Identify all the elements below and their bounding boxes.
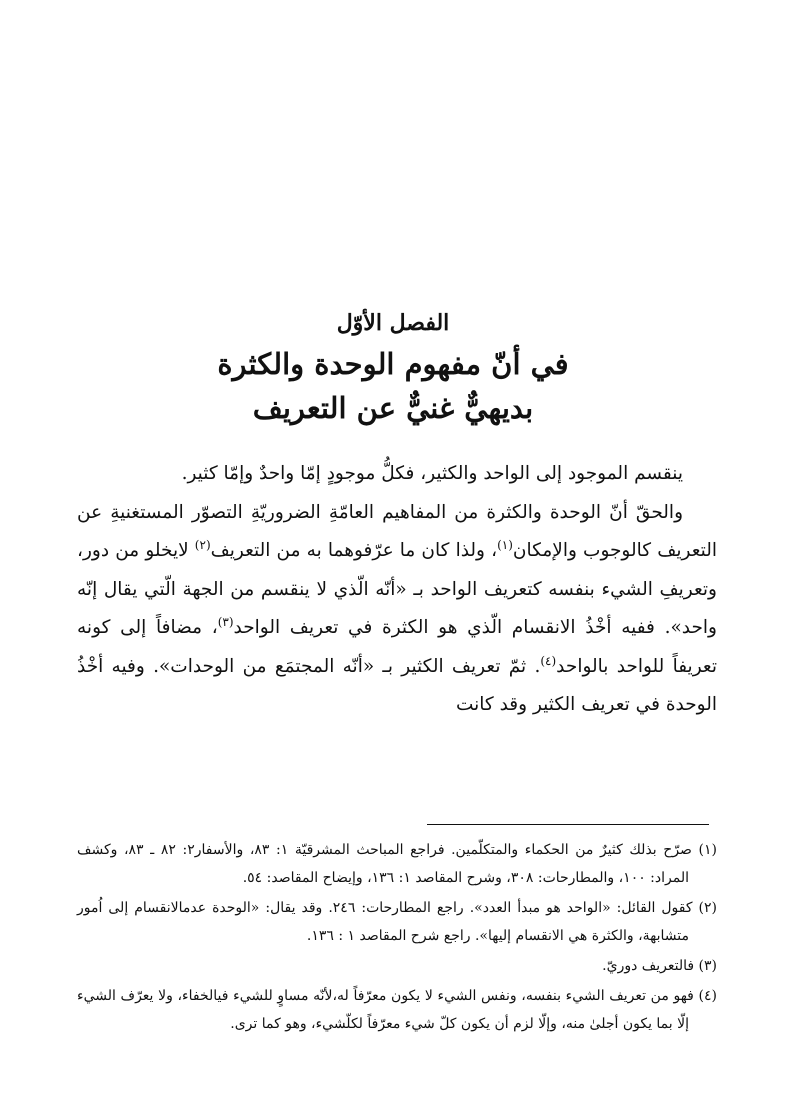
paragraph-2 [77,494,717,725]
footnote-ref-3[interactable]: (٣) [217,614,234,629]
chapter-title-line-1: في أنّ مفهوم الوحدة والكثرة [217,347,569,381]
footnote-ref-4[interactable]: (٤) [540,653,557,668]
footnote-3: (٣) فالتعريف دوريّ. [602,958,717,974]
footnote-1: (١) صرّح بذلك كثيرٌ من الحكماء والمتكلّمين. فراجع المباحث المشرقيّة ١: ٨٣، والأسفار٢: ٨٢ ـ ٨٣، وكشف المراد: ١٠٠، والمطارحات: ٣٠٨، وشرح المقاصد ١: ١٣٦، وإيضاح المقاصد: ٥٤. [77,842,717,886]
chapter-heading [0,306,786,430]
footnote-ref-2[interactable]: (٢) [194,537,211,552]
footnote-ref-1[interactable]: (١) [497,537,513,552]
paragraph-1: ينقسم الموجود إلى الواحد والكثير، فكلُّ موجودٍ إمّا واحدٌ وإمّا كثير. [181,463,683,484]
chapter-label: الفصل الأوّل [336,310,450,336]
paragraph-2-part-c: لايخلو من دور، وتعريفِ الشيء بنفسه كتعريف الواحد بـ «أنّه الّذي لا ينقسم من الجهة الّتي يقال إنّه واحد». ففيه أخْذُ الانقسام الّذي هو الكثرة في تعريف الواحد [77,540,717,638]
paragraph-2-part-e: . ثمّ تعريف الكثير بـ «أنّه المجتمَع من الوحدات». وفيه أخْذُ الوحدة في تعريف الكثير وقد كانت [77,655,717,715]
footnotes [77,836,717,1040]
footnote-4: (٤) فهو من تعريف الشيء بنفسه، ونفس الشيء لا يكون معرّفاً له،لأنّه مساوٍ للشيء فيالخفاء، ولا يعرّف الشيء إلّا بما يكون أجلىٰ منه، وإلّا لزم أن يكون كلّ شيء معرّفاً لكلّشيء، وهو كما ترى. [77,988,717,1032]
footnote-2: (٢) كقول القائل: «الواحد هو مبدأ العدد». راجع المطارحات: ٢٤٦. وقد يقال: «الوحدة عدمالانقسام إلى اُمور متشابهة، والكثرة هي الانقسام إليها». راجع شرح المقاصد ١ : ١٣٦. [77,900,717,944]
chapter-title-line-2: بديهيٌّ غنيٌّ عن التعريف [252,391,534,425]
paragraph-2-part-b: ، ولذا كان ما عرّفوهما به من التعريف [210,540,498,561]
footnote-separator [427,824,709,825]
paragraph-2-part-a: والحقّ أنّ الوحدة والكثرة من المفاهيم العامّةِ الضروريّةِ التصوّر المستغنيةِ عن التعريف كالوجوب والإمكان [77,501,717,561]
paragraph-2-part-d: ، مضافاً إلى كونه تعريفاً للواحد بالواحد [77,617,717,677]
body-text [77,455,717,725]
